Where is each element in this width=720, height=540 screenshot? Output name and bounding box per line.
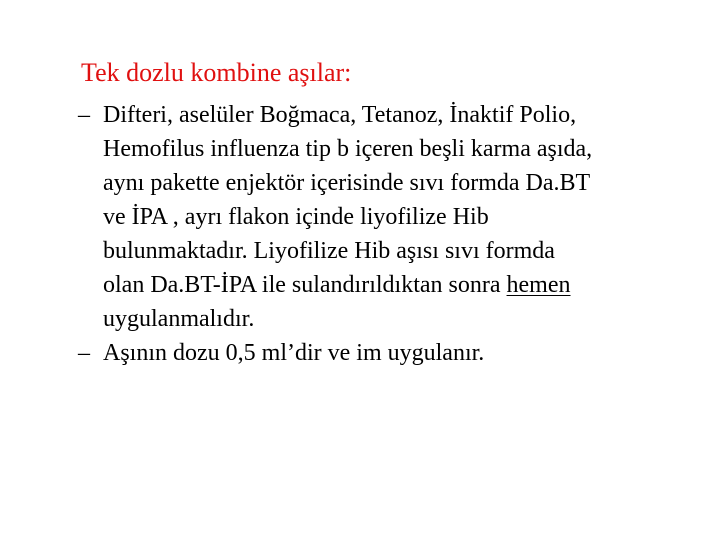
bullet-text-line: aynı pakette enjektör içerisinde sıvı formda Da.BT [103,170,591,196]
bullet-item-vaccine-composition [78,98,708,336]
bullet-list [78,98,708,370]
bullet-text-line: Aşının dozu 0,5 ml’dir ve im uygulanır. [103,340,485,366]
bullet-text-line: bulunmaktadır. Liyofilize Hib aşısı sıvı formda [103,238,555,264]
bullet-text-line: uygulanmalıdır. [103,306,255,332]
emphasized-word: hemen [506,272,571,298]
bullet-text-segment: olan Da.BT-İPA ile sulandırıldıktan sonra [103,272,507,298]
bullet-item-dose [78,336,708,370]
slide-heading: Tek dozlu kombine aşılar: [81,58,352,87]
bullet-text-line: Difteri, aselüler Boğmaca, Tetanoz, İnaktif Polio, [103,102,577,128]
bullet-dash: – [78,102,90,128]
bullet-text-line: Hemofilus influenza tip b içeren beşli karma aşıda, [103,136,593,162]
bullet-dash: – [78,340,90,366]
bullet-text-line [103,268,708,302]
bullet-text-line: ve İPA , ayrı flakon içinde liyofilize Hib [103,204,489,230]
